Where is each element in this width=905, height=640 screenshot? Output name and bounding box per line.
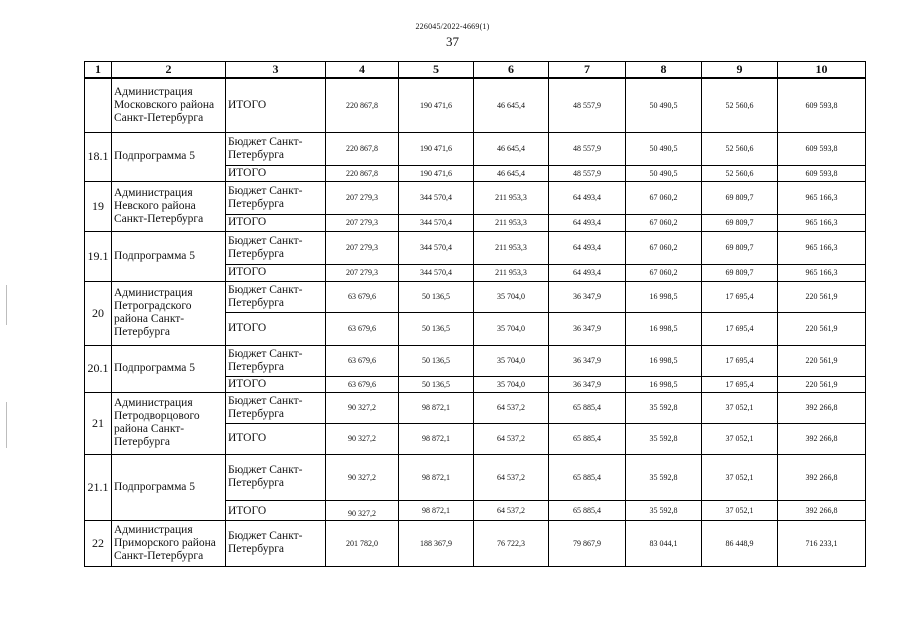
- value-cell: 609 593,8: [778, 132, 866, 165]
- value-cell: 207 279,3: [326, 214, 399, 231]
- value-cell: 63 679,6: [326, 312, 399, 345]
- funding-source: ИТОГО: [226, 78, 326, 132]
- value-cell: 37 052,1: [702, 392, 778, 423]
- value-cell: 344 570,4: [399, 231, 474, 264]
- value-cell: 64 537,2: [474, 392, 549, 423]
- row-name: Подпрограмма 5: [112, 132, 226, 181]
- value-cell: 52 560,6: [702, 78, 778, 132]
- value-cell: 50 490,5: [626, 132, 702, 165]
- table-row: [85, 78, 866, 132]
- value-cell: 64 493,4: [549, 231, 626, 264]
- column-header: 2: [112, 62, 226, 79]
- value-cell: 965 166,3: [778, 264, 866, 281]
- value-cell: 344 570,4: [399, 264, 474, 281]
- value-cell: 35 704,0: [474, 312, 549, 345]
- value-cell: 46 645,4: [474, 78, 549, 132]
- value-cell: 67 060,2: [626, 214, 702, 231]
- value-cell: 211 953,3: [474, 214, 549, 231]
- value-cell: 965 166,3: [778, 231, 866, 264]
- value-cell: 50 136,5: [399, 312, 474, 345]
- row-number: 22: [85, 520, 112, 566]
- value-cell: 90 327,2: [326, 500, 399, 520]
- value-cell: 190 471,6: [399, 132, 474, 165]
- value-cell: 220 867,8: [326, 132, 399, 165]
- row-number: 20.1: [85, 345, 112, 392]
- value-cell: 36 347,9: [549, 345, 626, 376]
- value-cell: 65 885,4: [549, 392, 626, 423]
- value-cell: 220 561,9: [778, 345, 866, 376]
- value-cell: 50 136,5: [399, 376, 474, 392]
- value-cell: 211 953,3: [474, 231, 549, 264]
- value-cell: 90 327,2: [326, 423, 399, 454]
- column-header: 7: [549, 62, 626, 79]
- value-cell: 17 695,4: [702, 376, 778, 392]
- row-name: Администрация Московского района Санкт-Петербурга: [112, 78, 226, 132]
- value-cell: 76 722,3: [474, 520, 549, 566]
- table-row: [85, 454, 866, 500]
- column-header: 10: [778, 62, 866, 79]
- value-cell: 67 060,2: [626, 264, 702, 281]
- budget-table: [84, 61, 866, 567]
- value-cell: 207 279,3: [326, 181, 399, 214]
- value-cell: 965 166,3: [778, 214, 866, 231]
- value-cell: 344 570,4: [399, 214, 474, 231]
- value-cell: 37 052,1: [702, 423, 778, 454]
- column-header: 1: [85, 62, 112, 79]
- value-cell: 63 679,6: [326, 376, 399, 392]
- row-name: Администрация Невского района Санкт-Петербурга: [112, 181, 226, 231]
- value-cell: 207 279,3: [326, 264, 399, 281]
- value-cell: 48 557,9: [549, 132, 626, 165]
- value-cell: 50 136,5: [399, 281, 474, 312]
- document-id: 226045/2022-4669(1): [415, 22, 490, 31]
- value-cell: 17 695,4: [702, 312, 778, 345]
- funding-source: ИТОГО: [226, 264, 326, 281]
- scan-edge-mark: [6, 285, 7, 325]
- value-cell: 220 561,9: [778, 281, 866, 312]
- value-cell: 83 044,1: [626, 520, 702, 566]
- value-cell: 392 266,8: [778, 392, 866, 423]
- value-cell: 48 557,9: [549, 165, 626, 181]
- value-cell: 16 998,5: [626, 312, 702, 345]
- value-cell: 50 490,5: [626, 78, 702, 132]
- funding-source: Бюджет Санкт-Петербурга: [226, 392, 326, 423]
- row-number: 19: [85, 181, 112, 231]
- funding-source: Бюджет Санкт-Петербурга: [226, 231, 326, 264]
- value-cell: 35 704,0: [474, 281, 549, 312]
- value-cell: 17 695,4: [702, 345, 778, 376]
- value-cell: 64 493,4: [549, 264, 626, 281]
- value-cell: 79 867,9: [549, 520, 626, 566]
- table-row: [85, 392, 866, 423]
- row-name: Подпрограмма 5: [112, 231, 226, 281]
- value-cell: 50 136,5: [399, 345, 474, 376]
- row-number: 21.1: [85, 454, 112, 520]
- value-cell: 17 695,4: [702, 281, 778, 312]
- funding-source: ИТОГО: [226, 312, 326, 345]
- value-cell: 65 885,4: [549, 454, 626, 500]
- value-cell: 716 233,1: [778, 520, 866, 566]
- value-cell: 64 537,2: [474, 423, 549, 454]
- value-cell: 211 953,3: [474, 181, 549, 214]
- value-cell: 201 782,0: [326, 520, 399, 566]
- value-cell: 35 592,8: [626, 423, 702, 454]
- value-cell: 69 809,7: [702, 264, 778, 281]
- value-cell: 220 561,9: [778, 312, 866, 345]
- funding-source: Бюджет Санкт-Петербурга: [226, 520, 326, 566]
- column-number-row: [85, 62, 866, 79]
- funding-source: Бюджет Санкт-Петербурга: [226, 132, 326, 165]
- table-row: [85, 181, 866, 214]
- value-cell: 16 998,5: [626, 376, 702, 392]
- value-cell: 64 537,2: [474, 500, 549, 520]
- value-cell: 220 561,9: [778, 376, 866, 392]
- funding-source: Бюджет Санкт-Петербурга: [226, 281, 326, 312]
- value-cell: 63 679,6: [326, 345, 399, 376]
- value-cell: 35 592,8: [626, 500, 702, 520]
- value-cell: 65 885,4: [549, 500, 626, 520]
- value-cell: 609 593,8: [778, 165, 866, 181]
- value-cell: 220 867,8: [326, 78, 399, 132]
- funding-source: ИТОГО: [226, 165, 326, 181]
- row-name: Администрация Приморского района Санкт-Петербурга: [112, 520, 226, 566]
- value-cell: 98 872,1: [399, 500, 474, 520]
- value-cell: 35 592,8: [626, 454, 702, 500]
- row-name: Администрация Петродворцового района Санкт-Петербурга: [112, 392, 226, 454]
- column-header: 4: [326, 62, 399, 79]
- value-cell: 36 347,9: [549, 281, 626, 312]
- value-cell: 86 448,9: [702, 520, 778, 566]
- value-cell: 50 490,5: [626, 165, 702, 181]
- table-row: [85, 520, 866, 566]
- funding-source: ИТОГО: [226, 376, 326, 392]
- value-cell: 64 493,4: [549, 181, 626, 214]
- column-header: 9: [702, 62, 778, 79]
- funding-source: Бюджет Санкт-Петербурга: [226, 181, 326, 214]
- value-cell: 392 266,8: [778, 500, 866, 520]
- value-cell: 188 367,9: [399, 520, 474, 566]
- value-cell: 16 998,5: [626, 345, 702, 376]
- funding-source: Бюджет Санкт-Петербурга: [226, 454, 326, 500]
- row-number: 21: [85, 392, 112, 454]
- column-header: 3: [226, 62, 326, 79]
- value-cell: 69 809,7: [702, 231, 778, 264]
- value-cell: 52 560,6: [702, 165, 778, 181]
- value-cell: 69 809,7: [702, 181, 778, 214]
- value-cell: 64 493,4: [549, 214, 626, 231]
- value-cell: 35 592,8: [626, 392, 702, 423]
- funding-source: Бюджет Санкт-Петербурга: [226, 345, 326, 376]
- row-number: [85, 78, 112, 132]
- value-cell: 344 570,4: [399, 181, 474, 214]
- value-cell: 46 645,4: [474, 165, 549, 181]
- value-cell: 46 645,4: [474, 132, 549, 165]
- table-row: [85, 281, 866, 312]
- value-cell: 48 557,9: [549, 78, 626, 132]
- value-cell: 90 327,2: [326, 454, 399, 500]
- value-cell: 16 998,5: [626, 281, 702, 312]
- row-name: Администрация Петроградского района Санкт-Петербурга: [112, 281, 226, 345]
- table-row: [85, 345, 866, 376]
- row-number: 20: [85, 281, 112, 345]
- scan-edge-mark: [6, 402, 7, 448]
- funding-source: ИТОГО: [226, 500, 326, 520]
- funding-source: ИТОГО: [226, 423, 326, 454]
- value-cell: 67 060,2: [626, 181, 702, 214]
- table-row: [85, 132, 866, 165]
- value-cell: 35 704,0: [474, 345, 549, 376]
- value-cell: 36 347,9: [549, 312, 626, 345]
- value-cell: 98 872,1: [399, 392, 474, 423]
- value-cell: 207 279,3: [326, 231, 399, 264]
- value-cell: 98 872,1: [399, 423, 474, 454]
- funding-source: ИТОГО: [226, 214, 326, 231]
- value-cell: 190 471,6: [399, 165, 474, 181]
- value-cell: 98 872,1: [399, 454, 474, 500]
- column-header: 8: [626, 62, 702, 79]
- value-cell: 69 809,7: [702, 214, 778, 231]
- page-number: 37: [446, 34, 459, 49]
- table-row: [85, 231, 866, 264]
- value-cell: 609 593,8: [778, 78, 866, 132]
- value-cell: 392 266,8: [778, 454, 866, 500]
- column-header: 6: [474, 62, 549, 79]
- column-header: 5: [399, 62, 474, 79]
- value-cell: 67 060,2: [626, 231, 702, 264]
- value-cell: 220 867,8: [326, 165, 399, 181]
- row-name: Подпрограмма 5: [112, 454, 226, 520]
- row-number: 19.1: [85, 231, 112, 281]
- value-cell: 63 679,6: [326, 281, 399, 312]
- value-cell: 211 953,3: [474, 264, 549, 281]
- value-cell: 52 560,6: [702, 132, 778, 165]
- value-cell: 64 537,2: [474, 454, 549, 500]
- value-cell: 65 885,4: [549, 423, 626, 454]
- value-cell: 90 327,2: [326, 392, 399, 423]
- value-cell: 36 347,9: [549, 376, 626, 392]
- value-cell: 392 266,8: [778, 423, 866, 454]
- value-cell: 965 166,3: [778, 181, 866, 214]
- value-cell: 35 704,0: [474, 376, 549, 392]
- value-cell: 37 052,1: [702, 500, 778, 520]
- row-name: Подпрограмма 5: [112, 345, 226, 392]
- value-cell: 37 052,1: [702, 454, 778, 500]
- row-number: 18.1: [85, 132, 112, 181]
- value-cell: 190 471,6: [399, 78, 474, 132]
